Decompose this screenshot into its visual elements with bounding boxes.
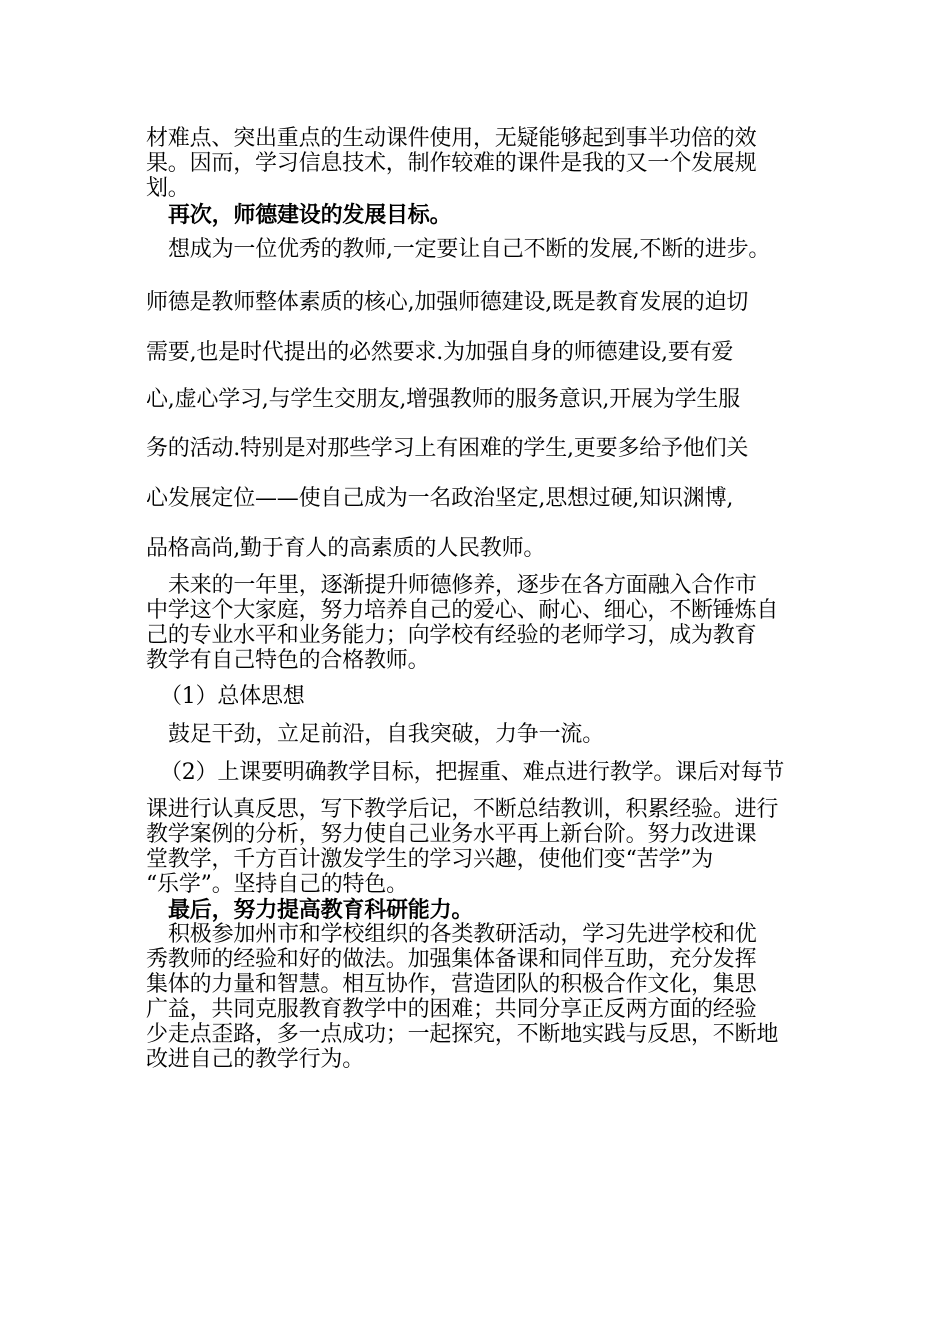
section-heading-ethics: 再次，师德建设的发展目标。 bbox=[168, 202, 452, 228]
paragraph-line: 中学这个大家庭，努力培养自己的爱心、耐心、细心，不断锤炼自 bbox=[146, 598, 779, 623]
paragraph-line: 师德是教师整体素质的核心,加强师德建设,既是教育发展的迫切 bbox=[146, 290, 749, 315]
paragraph-line: 想成为一位优秀的教师,一定要让自己不断的发展,不断的进步。 bbox=[168, 237, 771, 262]
paragraph-line: 教学有自己特色的合格教师。 bbox=[146, 648, 430, 673]
paragraph-line: 堂教学，千方百计激发学生的学习兴趣，使他们变“苦学”为 bbox=[146, 847, 714, 872]
paragraph-line: 己的专业水平和业务能力；向学校有经验的老师学习，成为教育 bbox=[146, 623, 757, 648]
paragraph-line: 秀教师的经验和好的做法。加强集体备课和同伴互助，充分发挥 bbox=[146, 947, 757, 972]
paragraph-line: 务的活动.特别是对那些学习上有困难的学生,更要多给予他们关 bbox=[146, 436, 749, 461]
paragraph-line: （2）上课要明确教学目标，把握重、难点进行教学。课后对每节 bbox=[160, 760, 785, 785]
paragraph-line: 未来的一年里，逐渐提升师德修养，逐步在各方面融入合作市 bbox=[168, 573, 757, 598]
paragraph-line: 需要,也是时代提出的必然要求.为加强自身的师德建设,要有爱 bbox=[146, 340, 734, 365]
paragraph-line: 心,虚心学习,与学生交朋友,增强教师的服务意识,开展为学生服 bbox=[146, 387, 740, 412]
paragraph-line: 积极参加州市和学校组织的各类教研活动，学习先进学校和优 bbox=[168, 922, 757, 947]
list-item-title: （1）总体思想 bbox=[160, 684, 305, 709]
paragraph-line: 改进自己的教学行为。 bbox=[146, 1047, 365, 1072]
paragraph-line: “乐学”。坚持自己的特色。 bbox=[146, 872, 408, 897]
paragraph-line: 材难点、突出重点的生动课件使用，无疑能够起到事半功倍的效 bbox=[146, 126, 757, 151]
paragraph-line: 划。 bbox=[146, 176, 190, 201]
paragraph-line: 品格高尚,勤于育人的高素质的人民教师。 bbox=[146, 536, 546, 561]
paragraph-line: 课进行认真反思，写下教学后记，不断总结教训，积累经验。进行 bbox=[146, 797, 779, 822]
paragraph-line: 教学案例的分析，努力使自己业务水平再上新台阶。努力改进课 bbox=[146, 822, 757, 847]
paragraph-line: 心发展定位——使自己成为一名政治坚定,思想过硬,知识渊博, bbox=[146, 486, 734, 511]
section-heading-research: 最后，努力提高教育科研能力。 bbox=[168, 897, 474, 923]
list-item-text: 鼓足干劲，立足前沿，自我突破，力争一流。 bbox=[168, 722, 605, 747]
paragraph-line: 集体的力量和智慧。相互协作，营造团队的积极合作文化，集思 bbox=[146, 972, 757, 997]
paragraph-line: 少走点歪路，多一点成功；一起探究，不断地实践与反思，不断地 bbox=[146, 1022, 779, 1047]
paragraph-line: 果。因而，学习信息技术，制作较难的课件是我的又一个发展规 bbox=[146, 151, 757, 176]
paragraph-line: 广益，共同克服教育教学中的困难；共同分享正反两方面的经验 bbox=[146, 997, 757, 1022]
